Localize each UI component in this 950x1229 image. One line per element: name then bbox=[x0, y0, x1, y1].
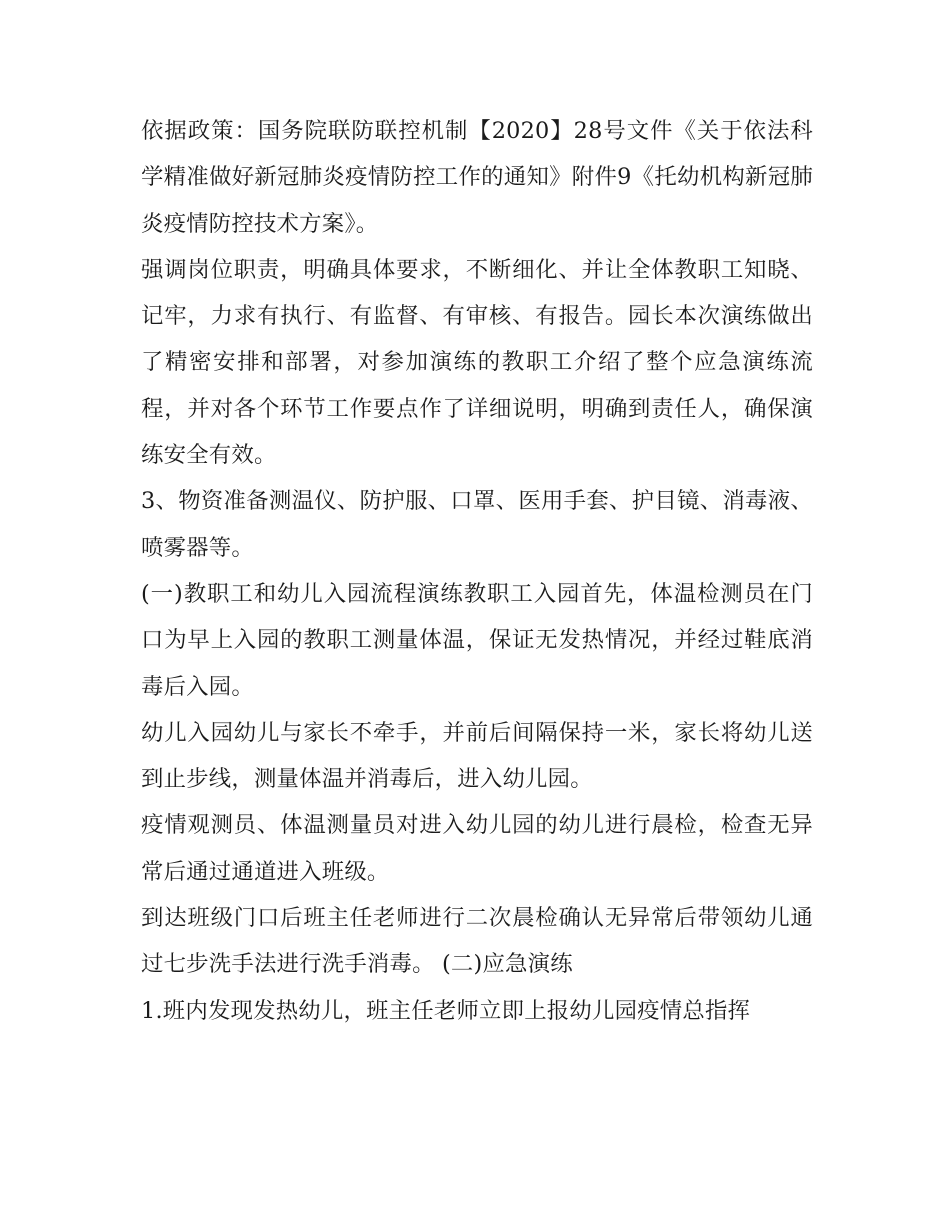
paragraph-child-entry: 幼儿入园幼儿与家长不牵手，并前后间隔保持一米，家长将幼儿送到止步线，测量体温并消毒后，进入幼儿园。 bbox=[141, 719, 813, 793]
paragraph-responsibilities: 强调岗位职责，明确具体要求，不断细化、并让全体教职工知晓、记牢，力求有执行、有监督、有审核、有报告。园长本次演练做出了精密安排和部署，对参加演练的教职工介绍了整个应急演练流程，并对各个环节工作要点作了详细说明，明确到责任人，确保演练安全有效。 bbox=[141, 256, 813, 469]
paragraph-fever-report: 1.班内发现发热幼儿，班主任老师立即上报幼儿园疫情总指挥 bbox=[141, 997, 751, 1024]
paragraph-staff-entry: (一)教职工和幼儿入园流程演练教职工入园首先，体温检测员在门口为早上入园的教职工测量体温，保证无发热情况，并经过鞋底消毒后入园。 bbox=[141, 580, 813, 700]
paragraph-materials: 3、物资准备测温仪、防护服、口罩、医用手套、护目镜、消毒液、喷雾器等。 bbox=[141, 488, 813, 561]
document-body bbox=[141, 108, 813, 1034]
paragraph-policy-basis: 依据政策：国务院联防联控机制【2020】28号文件《关于依法科学精准做好新冠肺炎疫情防控工作的通知》附件9《托幼机构新冠肺炎疫情防控技术方案》。 bbox=[141, 118, 813, 237]
paragraph-class-check: 到达班级门口后班主任老师进行二次晨检确认无异常后带领幼儿通过七步洗手法进行洗手消毒。 (二)应急演练 bbox=[141, 905, 813, 978]
paragraph-morning-check: 疫情观测员、体温测量员对进入幼儿园的幼儿进行晨检，检查无异常后通过通道进入班级。 bbox=[141, 812, 813, 885]
